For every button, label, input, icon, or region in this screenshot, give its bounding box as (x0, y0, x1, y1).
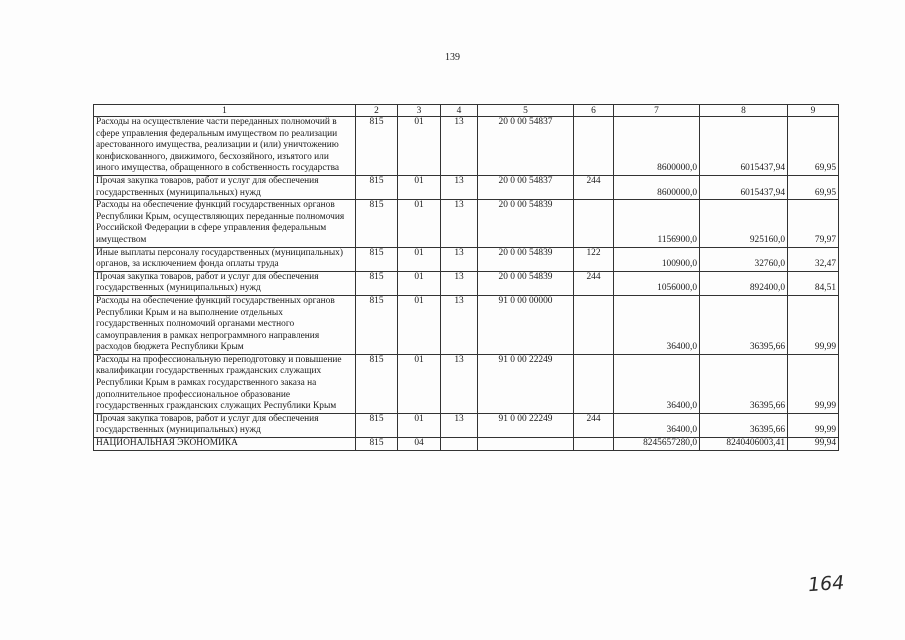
executed-amount: 36395,66 (700, 413, 788, 437)
expense-type-code (574, 117, 614, 176)
ministry-code: 815 (356, 271, 398, 295)
table-row (94, 200, 839, 247)
subsection-code: 13 (441, 175, 478, 199)
executed-amount: 925160,0 (700, 200, 788, 247)
section-code: 04 (398, 438, 441, 451)
ministry-code: 815 (356, 175, 398, 199)
budget-table (93, 104, 839, 451)
planned-amount: 8600000,0 (614, 117, 700, 176)
table-row (94, 438, 839, 451)
expense-type-code: 244 (574, 175, 614, 199)
section-code: 01 (398, 247, 441, 271)
expense-type-code: 244 (574, 413, 614, 437)
expense-type-code (574, 438, 614, 451)
target-article-code: 91 0 00 22249 (478, 354, 574, 413)
row-description: Иные выплаты персоналу государственных (муниципальных) органов, за исключением фонда оплаты труда (94, 247, 356, 271)
subsection-code: 13 (441, 413, 478, 437)
table-row (94, 247, 839, 271)
target-article-code: 91 0 00 22249 (478, 413, 574, 437)
header-col-5: 5 (478, 105, 574, 117)
target-article-code: 20 0 00 54837 (478, 117, 574, 176)
expense-type-code (574, 200, 614, 247)
table-row (94, 354, 839, 413)
target-article-code: 91 0 00 00000 (478, 295, 574, 354)
header-col-8: 8 (700, 105, 788, 117)
handwritten-page-mark: 164 (807, 571, 845, 597)
executed-amount: 8240406003,41 (700, 438, 788, 451)
table-row (94, 175, 839, 199)
execution-percent: 99,94 (788, 438, 839, 451)
page-number: 139 (445, 52, 460, 63)
execution-percent: 69,95 (788, 175, 839, 199)
subsection-code: 13 (441, 354, 478, 413)
execution-percent: 69,95 (788, 117, 839, 176)
table-row (94, 295, 839, 354)
ministry-code: 815 (356, 247, 398, 271)
row-description: Прочая закупка товаров, работ и услуг для обеспечения государственных (муниципальных) нужд (94, 175, 356, 199)
executed-amount: 892400,0 (700, 271, 788, 295)
target-article-code: 20 0 00 54837 (478, 175, 574, 199)
row-description: Расходы на обеспечение функций государственных органов Республики Крым и на выполнение отдельных государственных полномочий органами местного самоуправления в рамках непрограммного направления расходов бюджета Республики Крым (94, 295, 356, 354)
subsection-code: 13 (441, 295, 478, 354)
expense-type-code (574, 295, 614, 354)
ministry-code: 815 (356, 295, 398, 354)
section-code: 01 (398, 271, 441, 295)
planned-amount: 8600000,0 (614, 175, 700, 199)
subsection-code: 13 (441, 247, 478, 271)
execution-percent: 99,99 (788, 413, 839, 437)
header-col-2: 2 (356, 105, 398, 117)
header-col-4: 4 (441, 105, 478, 117)
expense-type-code: 122 (574, 247, 614, 271)
table-row (94, 413, 839, 437)
planned-amount: 36400,0 (614, 354, 700, 413)
ministry-code: 815 (356, 438, 398, 451)
row-description: Расходы на осуществление части переданных полномочий в сфере управления федеральным имуществом по реализации арестованного имущества, реализации и (или) уничтожению конфискованного, движимого, бесхозяйного, изъятого или иного имущества, обращенного в собственность государства (94, 117, 356, 176)
ministry-code: 815 (356, 354, 398, 413)
ministry-code: 815 (356, 117, 398, 176)
executed-amount: 36395,66 (700, 354, 788, 413)
planned-amount: 36400,0 (614, 295, 700, 354)
table-row (94, 117, 839, 176)
header-col-3: 3 (398, 105, 441, 117)
section-code: 01 (398, 175, 441, 199)
row-description: Расходы на обеспечение функций государственных органов Республики Крым, осуществляющих переданные полномочия Российской Федерации в сфере управления федеральным имуществом (94, 200, 356, 247)
row-description: Расходы на профессиональную переподготовку и повышение квалификации государственных гражданских служащих Республики Крым в рамках государственного заказа на дополнительное профессиональное образование государственных гражданских служащих Республики Крым (94, 354, 356, 413)
target-article-code: 20 0 00 54839 (478, 271, 574, 295)
ministry-code: 815 (356, 413, 398, 437)
section-code: 01 (398, 413, 441, 437)
section-code: 01 (398, 354, 441, 413)
expense-type-code (574, 354, 614, 413)
ministry-code: 815 (356, 200, 398, 247)
planned-amount: 1056000,0 (614, 271, 700, 295)
expense-type-code: 244 (574, 271, 614, 295)
table-row (94, 271, 839, 295)
row-description: Прочая закупка товаров, работ и услуг для обеспечения государственных (муниципальных) нужд (94, 271, 356, 295)
planned-amount: 1156900,0 (614, 200, 700, 247)
planned-amount: 36400,0 (614, 413, 700, 437)
target-article-code: 20 0 00 54839 (478, 200, 574, 247)
executed-amount: 36395,66 (700, 295, 788, 354)
subsection-code (441, 438, 478, 451)
section-code: 01 (398, 200, 441, 247)
header-row (94, 105, 839, 117)
executed-amount: 6015437,94 (700, 117, 788, 176)
executed-amount: 32760,0 (700, 247, 788, 271)
execution-percent: 84,51 (788, 271, 839, 295)
execution-percent: 32,47 (788, 247, 839, 271)
execution-percent: 99,99 (788, 354, 839, 413)
row-description: НАЦИОНАЛЬНАЯ ЭКОНОМИКА (94, 438, 356, 451)
execution-percent: 99,99 (788, 295, 839, 354)
header-col-6: 6 (574, 105, 614, 117)
subsection-code: 13 (441, 271, 478, 295)
subsection-code: 13 (441, 200, 478, 247)
executed-amount: 6015437,94 (700, 175, 788, 199)
subsection-code: 13 (441, 117, 478, 176)
section-code: 01 (398, 117, 441, 176)
target-article-code (478, 438, 574, 451)
header-col-7: 7 (614, 105, 700, 117)
target-article-code: 20 0 00 54839 (478, 247, 574, 271)
header-col-1: 1 (94, 105, 356, 117)
planned-amount: 8245657280,0 (614, 438, 700, 451)
planned-amount: 100900,0 (614, 247, 700, 271)
execution-percent: 79,97 (788, 200, 839, 247)
section-code: 01 (398, 295, 441, 354)
header-col-9: 9 (788, 105, 839, 117)
row-description: Прочая закупка товаров, работ и услуг для обеспечения государственных (муниципальных) нужд (94, 413, 356, 437)
